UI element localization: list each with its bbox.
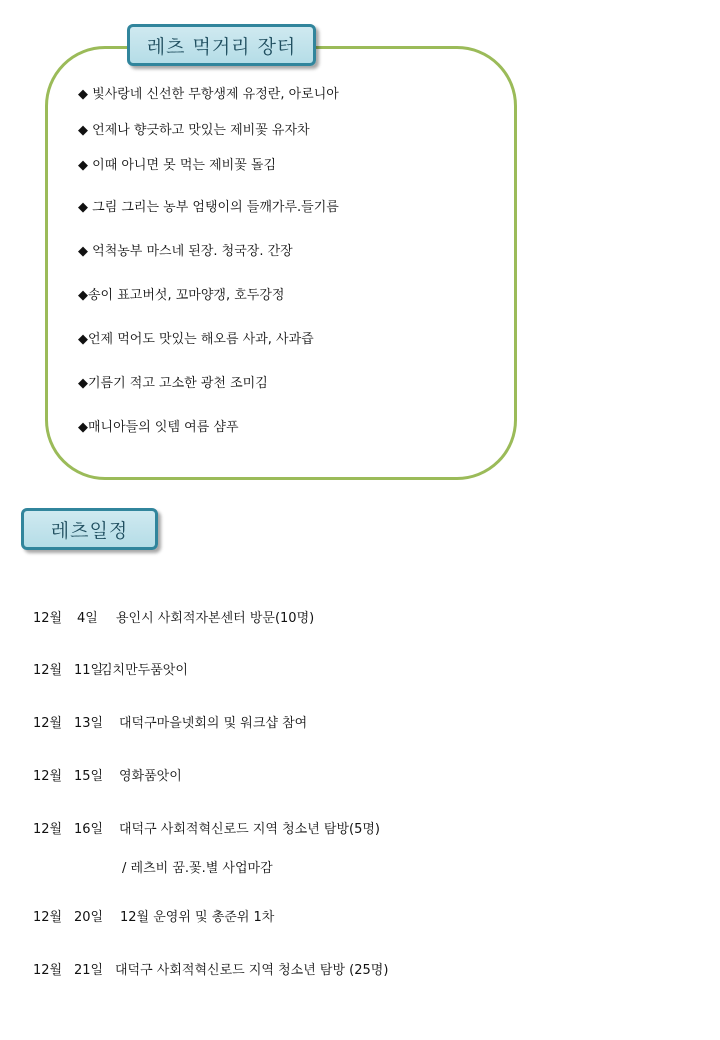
schedule-day: 16일 (74, 822, 104, 837)
market-item: ◆ 빛사랑네 신선한 무항생제 유정란, 아로니아 (78, 87, 339, 102)
schedule-day: 11일 (74, 663, 104, 678)
schedule-day: 13일 (74, 716, 104, 731)
schedule-text: 김치만두품앗이 (100, 663, 188, 678)
schedule-row (33, 963, 388, 979)
schedule-text: 영화품앗이 (119, 769, 182, 784)
schedule-text: 대덕구 사회적혁신로드 지역 청소년 탐방(5명) (119, 822, 380, 837)
schedule-day: 4일 (77, 611, 98, 626)
schedule-note: / 레츠비 꿈.꽃.별 사업마감 (122, 861, 273, 876)
schedule-text: 12월 운영위 및 총준위 1차 (120, 910, 275, 925)
schedule-day: 20일 (74, 910, 104, 925)
schedule-row (33, 769, 182, 785)
market-item: ◆ 이때 아니면 못 먹는 제비꽃 돌김 (78, 158, 277, 173)
market-item: ◆ 그림 그리는 농부 엄탱이의 들깨가루.들기름 (78, 200, 339, 215)
schedule-month: 12월 (33, 822, 63, 837)
schedule-month: 12월 (33, 663, 63, 678)
schedule-text: 대덕구마을넷회의 및 워크샵 참여 (119, 716, 308, 731)
market-item: ◆언제 먹어도 맛있는 해오름 사과, 사과즙 (78, 332, 314, 347)
market-item: ◆송이 표고버섯, 꼬마양갱, 호두강정 (78, 288, 285, 303)
market-item: ◆ 억척농부 마스네 된장. 청국장. 간장 (78, 244, 293, 259)
market-title: 레츠 먹거리 장터 (127, 24, 316, 66)
market-item: ◆기름기 적고 고소한 광천 조미김 (78, 376, 268, 391)
schedule-month: 12월 (33, 611, 63, 626)
schedule-title: 레츠일정 (21, 508, 158, 550)
schedule-text: 용인시 사회적자본센터 방문(10명) (116, 611, 315, 626)
market-frame (45, 46, 517, 480)
schedule-row (33, 716, 307, 732)
schedule-month: 12월 (33, 716, 63, 731)
schedule-text: 대덕구 사회적혁신로드 지역 청소년 탐방 (25명) (115, 963, 389, 978)
schedule-month: 12월 (33, 769, 63, 784)
market-item: ◆매니아들의 잇템 여름 샴푸 (78, 420, 239, 435)
schedule-month: 12월 (33, 910, 63, 925)
schedule-row (33, 910, 274, 926)
market-item: ◆ 언제나 향긋하고 맛있는 제비꽃 유자차 (78, 123, 310, 138)
schedule-row (33, 822, 380, 838)
schedule-row (33, 663, 188, 679)
schedule-day: 15일 (74, 769, 104, 784)
schedule-month: 12월 (33, 963, 63, 978)
schedule-day: 21일 (74, 963, 104, 978)
schedule-row (33, 611, 314, 627)
